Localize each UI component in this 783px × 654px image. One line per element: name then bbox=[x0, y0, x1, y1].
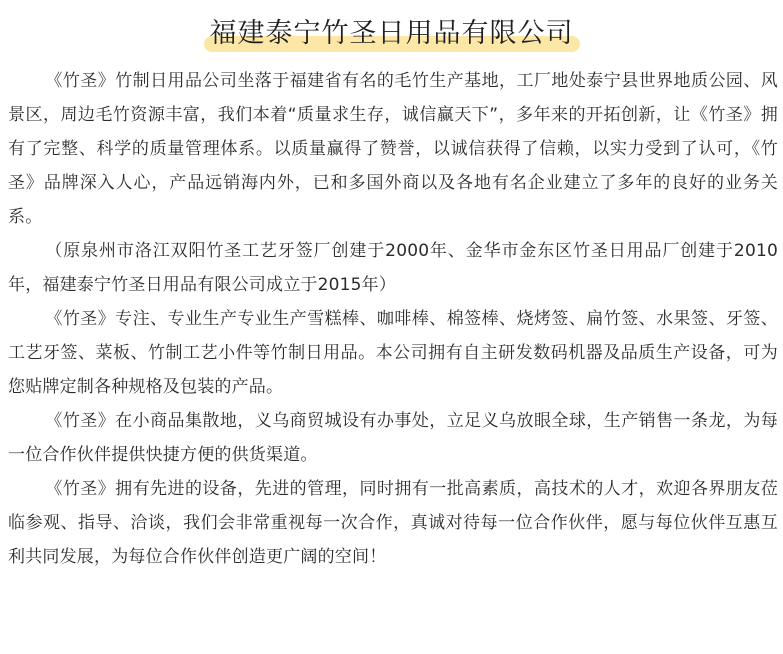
company-intro bbox=[8, 64, 778, 574]
title-container bbox=[0, 14, 783, 54]
page-title bbox=[204, 14, 580, 54]
products-paragraph: 《竹圣》专注、专业生产专业生产雪糕棒、咖啡棒、棉签棒、烧烤签、扁竹签、水果签、牙签、工艺牙签、菜板、竹制工艺小件等竹制日用品。本公司拥有自主研发数码机器及品质生产设备，可为您贴牌定制各种规格及包装的产品。 bbox=[8, 309, 778, 397]
office-paragraph: 《竹圣》在小商品集散地，义乌商贸城设有办事处，立足义乌放眼全球，生产销售一条龙，为每一位合作伙伴提供快捷方便的供货渠道。 bbox=[8, 411, 778, 465]
intro-paragraph: 《竹圣》竹制日用品公司坐落于福建省有名的毛竹生产基地，工厂地处泰宁县世界地质公园、风景区，周边毛竹资源丰富，我们本着“质量求生存，诚信赢天下”，多年来的开拓创新，让《竹圣》拥有了完整、科学的质量管理体系。以质量赢得了赞誉，以诚信获得了信赖，以实力受到了认可，《竹圣》品牌深入人心，产品远销海内外，已和多国外商以及各地有名企业建立了多年的良好的业务关系。 bbox=[8, 71, 778, 227]
page-title-text: 福建泰宁竹圣日用品有限公司 bbox=[209, 18, 574, 49]
invitation-paragraph: 《竹圣》拥有先进的设备，先进的管理，同时拥有一批高素质，高技术的人才，欢迎各界朋友莅临参观、指导、洽谈，我们会非常重视每一次合作，真诚对待每一位合作伙伴，愿与每位伙伴互惠互利共同发展，为每位合作伙伴创造更广阔的空间！ bbox=[8, 479, 778, 567]
history-paragraph: （原泉州市洛江双阳竹圣工艺牙签厂创建于2000年、金华市金东区竹圣日用品厂创建于2010年，福建泰宁竹圣日用品有限公司成立于2015年） bbox=[8, 241, 778, 295]
